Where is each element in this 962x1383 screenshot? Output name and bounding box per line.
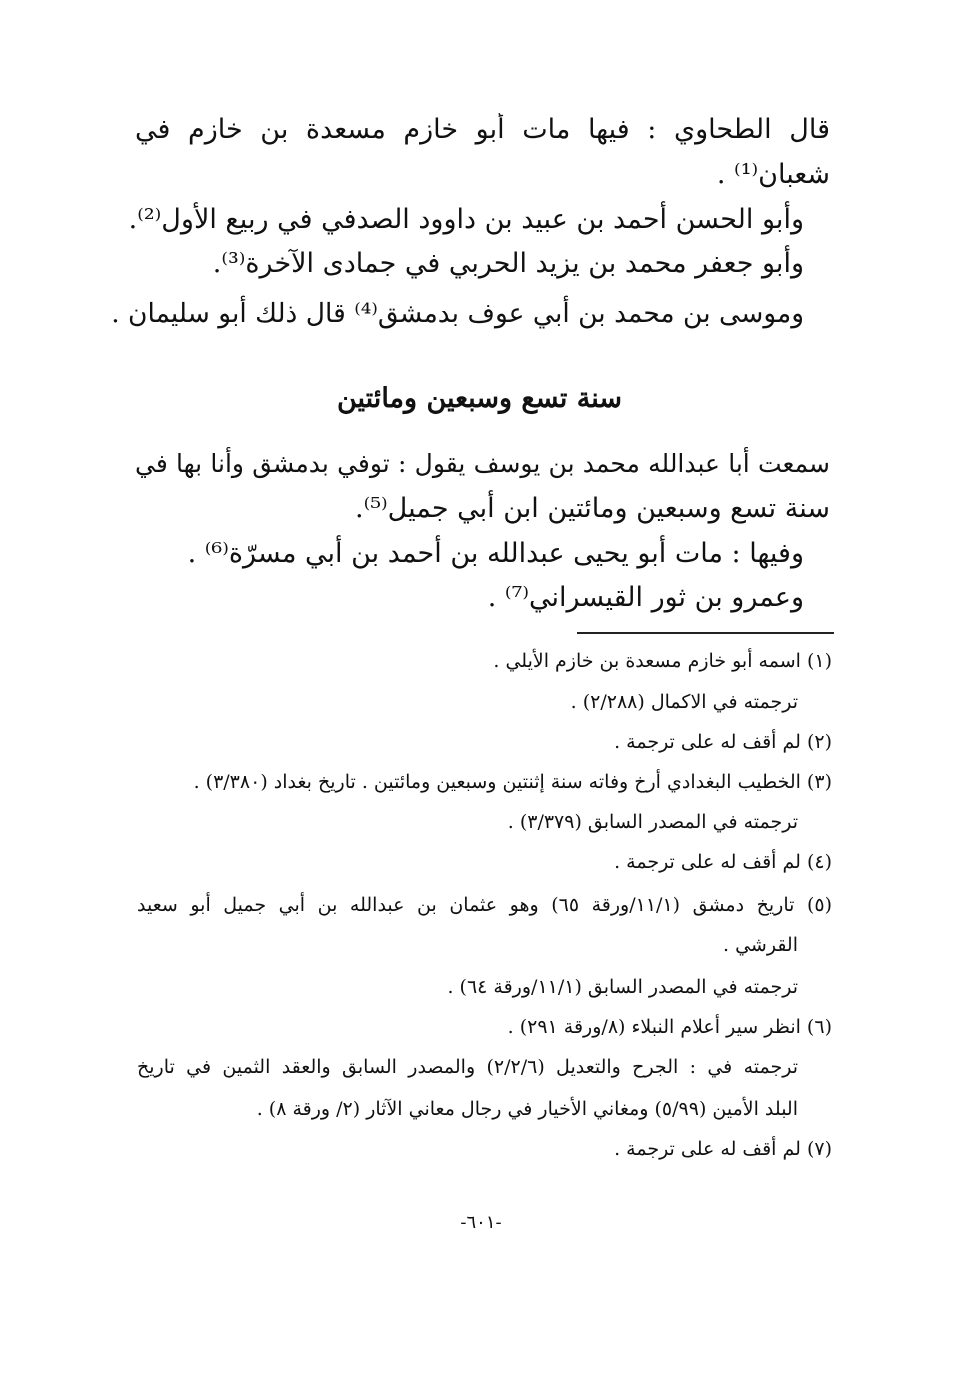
body-line-4: وأبو جعفر محمد بن يزيد الحربي في جمادى الآخرة⁽³⁾.: [212, 248, 804, 279]
footnote-line-12: البلد الأمين (٥/٩٩) ومغاني الأخيار في رجال معاني الآثار (٢/ ورقة ٨) .: [256, 1098, 798, 1120]
footnote-line-4: (٣) الخطيب البغدادي أرخ وفاته سنة إثنتين وسبعين ومائتين . تاريخ بغداد (٣/٣٨٠) .: [193, 771, 832, 793]
footnote-line-7: (٥) تاريخ دمشق (١١/١/ورقة ٦٥) وهو عثمان بن عبدالله بن أبي جميل أبو سعيد: [137, 894, 832, 916]
body-line-5: وموسى بن محمد بن أبي عوف بدمشق⁽⁴⁾ قال ذلك أبو سليمان .: [111, 298, 804, 329]
footnote-line-10: (٦) انظر سير أعلام النبلاء (٨/ورقة ٢٩١) .: [507, 1016, 832, 1038]
page-number: -٦٠١-: [460, 1212, 502, 1233]
body-line-2: شعبان⁽¹⁾ .: [716, 159, 830, 190]
body-line-1: قال الطحاوي : فيها مات أبو خازم مسعدة بن خازم في: [135, 114, 830, 145]
footnote-line-2: ترجمته في الاكمال (٢/٢٨٨) .: [570, 691, 798, 713]
section-line-4: وعمرو بن ثور القيسراني⁽⁷⁾ .: [487, 582, 804, 613]
footnote-line-8: القرشي .: [723, 934, 798, 956]
section-line-3: وفيها : مات أبو يحيى عبدالله بن أحمد بن أبي مسرّة⁽⁶⁾ .: [187, 538, 804, 569]
section-line-1: سمعت أبا عبدالله محمد بن يوسف يقول : توفي بدمشق وأنا بها في: [135, 449, 830, 478]
footnote-line-9: ترجمته في المصدر السابق (١١/١/ورقة ٦٤) .: [447, 976, 798, 998]
footnote-line-3: (٢) لم أقف له على ترجمة .: [614, 731, 832, 753]
section-heading: سنة تسع وسبعين ومائتين: [336, 383, 622, 414]
footnote-separator: [577, 632, 834, 634]
footnote-line-13: (٧) لم أقف له على ترجمة .: [614, 1138, 832, 1160]
footnote-line-6: (٤) لم أقف له على ترجمة .: [614, 851, 832, 873]
section-line-2: سنة تسع وسبعين ومائتين ابن أبي جميل⁽⁵⁾.: [354, 493, 830, 524]
footnote-line-1: (١) اسمه أبو خازم مسعدة بن خازم الأيلي .: [493, 650, 832, 672]
footnote-line-11: ترجمته في : الجرح والتعديل (٢/٢/٦) والمصدر السابق والعقد الثمين في تاريخ: [137, 1056, 798, 1078]
body-line-3: وأبو الحسن أحمد بن عبيد بن داوود الصدفي في ربيع الأول⁽²⁾.: [128, 204, 804, 235]
footnote-line-5: ترجمته في المصدر السابق (٣/٣٧٩) .: [507, 811, 798, 833]
